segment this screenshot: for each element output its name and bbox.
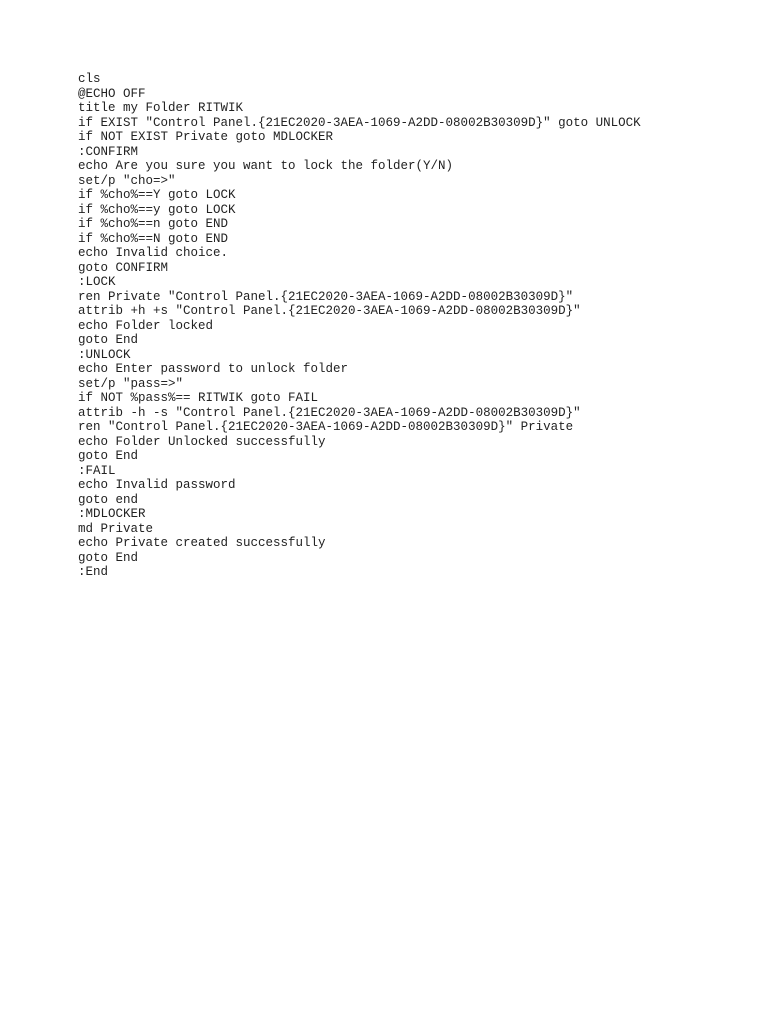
code-line: @ECHO OFF (78, 86, 146, 101)
code-line: :LOCK (78, 275, 116, 289)
code-line: if %cho%==n goto END (78, 217, 229, 231)
code-line: :End (78, 565, 109, 579)
code-line: echo Invalid choice. (78, 246, 229, 260)
code-line: :FAIL (78, 463, 116, 478)
batch-script-text (78, 72, 758, 580)
code-line: attrib +h +s "Control Panel.{21EC2020-3AEA-1069-A2DD-08002B30309D}" (78, 304, 581, 318)
code-line: title my Folder RITWIK (78, 101, 244, 115)
code-line: echo Enter password to unlock folder (78, 362, 349, 376)
code-line: echo Invalid password (78, 478, 236, 492)
code-line: if NOT %pass%== RITWIK goto FAIL (78, 391, 319, 405)
code-line: if EXIST "Control Panel.{21EC2020-3AEA-1069-A2DD-08002B30309D}" goto UNLOCK (78, 115, 641, 130)
code-line: echo Folder Unlocked successfully (78, 434, 326, 449)
code-line: echo Are you sure you want to lock the folder(Y/N) (78, 159, 454, 173)
code-line: echo Private created successfully (78, 536, 326, 550)
code-line: set/p "pass=>" (78, 376, 184, 391)
code-line: goto CONFIRM (78, 260, 169, 275)
code-line: :MDLOCKER (78, 507, 146, 521)
code-line: md Private (78, 521, 154, 536)
code-line: ren "Control Panel.{21EC2020-3AEA-1069-A2DD-08002B30309D}" Private (78, 420, 574, 434)
code-line: attrib -h -s "Control Panel.{21EC2020-3AEA-1069-A2DD-08002B30309D}" (78, 405, 581, 420)
code-line: if %cho%==y goto LOCK (78, 202, 236, 217)
code-line: if NOT EXIST Private goto MDLOCKER (78, 130, 334, 144)
code-line: if %cho%==Y goto LOCK (78, 188, 236, 202)
code-line: if %cho%==N goto END (78, 231, 229, 246)
code-line: set/p "cho=>" (78, 173, 176, 188)
code-line: echo Folder locked (78, 318, 214, 333)
code-line: goto End (78, 449, 139, 463)
code-line: ren Private "Control Panel.{21EC2020-3AEA-1069-A2DD-08002B30309D}" (78, 289, 574, 304)
code-line: cls (78, 72, 101, 86)
code-line: :CONFIRM (78, 144, 139, 159)
code-line: :UNLOCK (78, 347, 131, 362)
code-line: goto End (78, 550, 139, 565)
code-line: goto end (78, 492, 139, 507)
code-line: goto End (78, 333, 139, 347)
